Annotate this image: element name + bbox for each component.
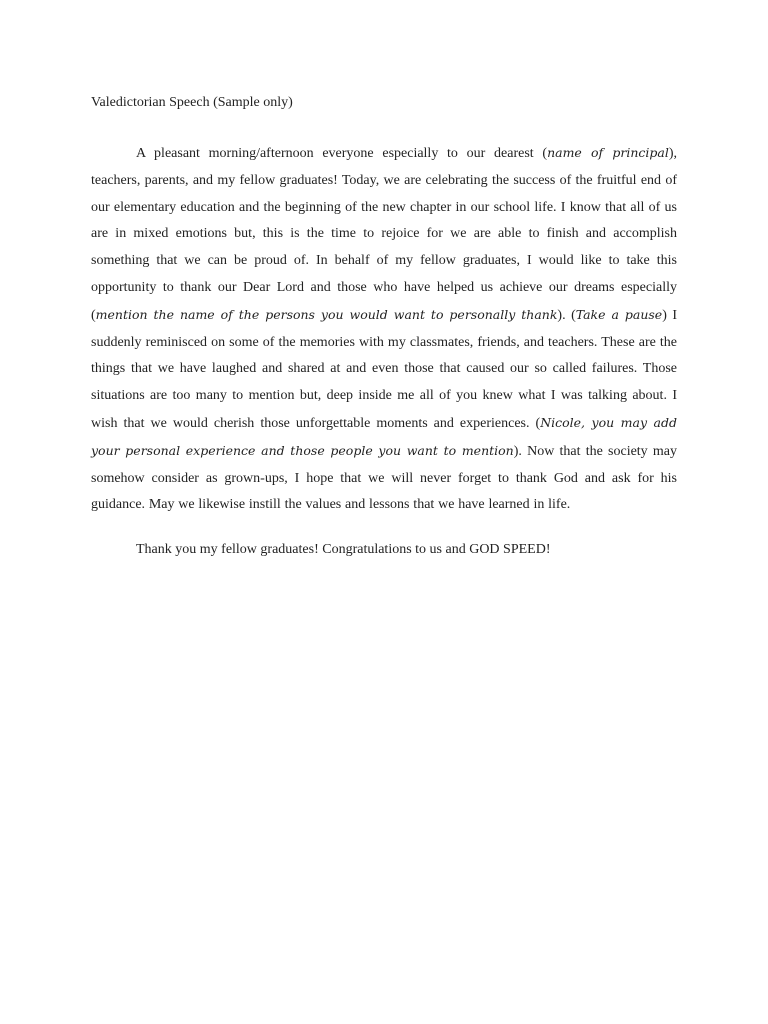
placeholder-persons-to-thank: mention the name of the persons you would want to personally thank	[95, 306, 558, 322]
closing-paragraph: Thank you my fellow graduates! Congratulations to us and GOD SPEED!	[136, 542, 551, 558]
document-title: Valedictorian Speech (Sample only)	[91, 95, 293, 110]
speech-text: ). Now that the society may somehow consider as grown-ups, I hope that we will never forget to thank God and ask for his guidance. May we likewise instill the values and lessons that we have learned in life.	[91, 443, 677, 513]
speech-text: ) I suddenly reminisced on some of the memories with my classmates, friends, and teachers. These are the things that we have laughed and shared at and even those that caused our so called failures. Those situations are too many to mention but, deep inside me all of you knew what I was talking about. I wish that we would cherish those unforgettable moments and experiences. (	[91, 307, 678, 431]
speech-text: ), teachers, parents, and my fellow graduates! Today, we are celebrating the success of the fruitful end of our elementary education and the beginning of the new chapter in our school life. I know that all of us are in mixed emotions but, this is the time to rejoice for we are able to finish and accomplish something that we can be proud of. In behalf of my fellow graduates, I would like to take this opportunity to thank our Dear Lord and those who have helped us achieve our dreams especially (	[91, 146, 677, 323]
speech-text: ). (	[557, 307, 576, 323]
placeholder-personal-experience: Nicole, you may add your personal experience and those people you want to mention	[91, 414, 677, 458]
stage-direction-pause: Take a pause	[575, 306, 663, 322]
placeholder-principal: name of principal	[547, 145, 669, 160]
document-page	[91, 93, 677, 564]
speech-body-paragraph	[91, 140, 677, 519]
speech-text: A pleasant morning/afternoon everyone especially to our dearest (	[136, 146, 548, 161]
